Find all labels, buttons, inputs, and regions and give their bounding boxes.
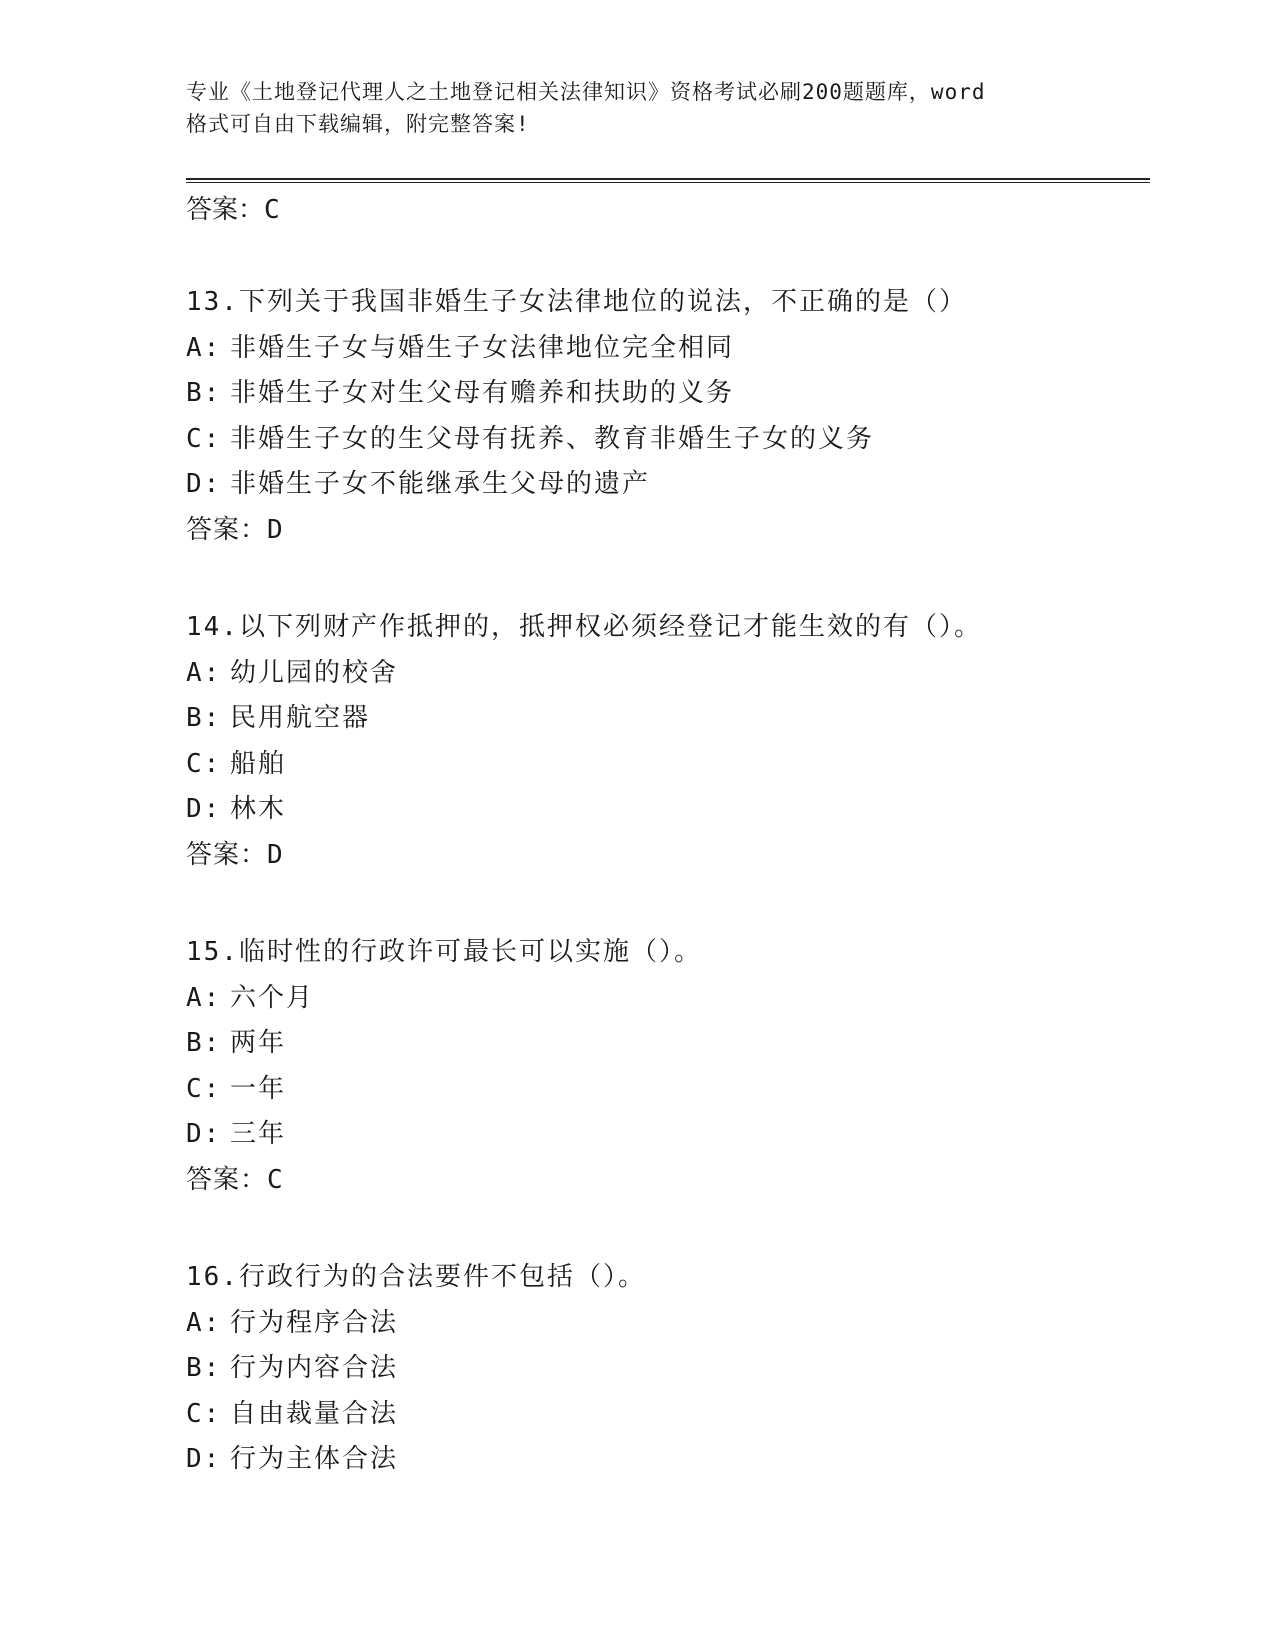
answer-option [186, 326, 1146, 372]
answer-option [186, 976, 1146, 1022]
option-text: 六个月 [230, 982, 315, 1013]
question-list [186, 280, 1146, 1535]
option-letter: B: [186, 703, 222, 733]
question-answer: 答案：C [186, 1164, 284, 1195]
option-text: 三年 [230, 1119, 287, 1149]
option-text: 非婚生子女对生父母有赡养和扶助的义务 [230, 378, 735, 408]
question-answer: 答案：D [186, 514, 284, 545]
answer-option [186, 1021, 1146, 1067]
answer-option [186, 1112, 1146, 1158]
answer-option [186, 1301, 1146, 1347]
answer-option [186, 1346, 1146, 1392]
option-letter: B: [186, 378, 222, 408]
answer-option [186, 371, 1146, 417]
option-letter: B: [186, 1353, 222, 1383]
question-title: 15.临时性的行政许可最长可以实施（）。 [186, 937, 702, 967]
header-divider [186, 178, 1150, 183]
header-line-1: 专业《土地登记代理人之土地登记相关法律知识》资格考试必刷200题题库，word [186, 80, 986, 104]
question-block [186, 1255, 1146, 1483]
answer-option [186, 417, 1146, 463]
answer-option [186, 462, 1146, 508]
option-text: 两年 [230, 1028, 287, 1058]
option-letter: A: [186, 1307, 222, 1338]
header-line-2: 格式可自由下载编辑，附完整答案! [186, 112, 530, 136]
option-letter: D: [186, 794, 222, 824]
option-text: 自由裁量合法 [230, 1398, 399, 1429]
answer-option [186, 742, 1146, 788]
option-letter: A: [186, 982, 222, 1013]
question-answer: 答案：D [186, 839, 284, 870]
answer-option [186, 651, 1146, 697]
option-letter: C: [186, 748, 222, 779]
option-letter: A: [186, 332, 222, 363]
option-letter: C: [186, 1398, 222, 1429]
answer-option [186, 1392, 1146, 1438]
option-text: 行为内容合法 [230, 1353, 399, 1383]
question-title: 16.行政行为的合法要件不包括（）。 [186, 1262, 646, 1292]
question-title: 13.下列关于我国非婚生子女法律地位的说法，不正确的是（） [186, 287, 967, 317]
option-text: 林木 [230, 794, 287, 824]
option-text: 行为程序合法 [230, 1307, 399, 1338]
question-block [186, 605, 1146, 878]
option-text: 民用航空器 [230, 703, 371, 733]
option-letter: D: [186, 469, 222, 499]
answer-option [186, 696, 1146, 742]
option-text: 行为主体合法 [230, 1444, 399, 1474]
option-text: 一年 [230, 1073, 287, 1104]
option-letter: B: [186, 1028, 222, 1058]
option-letter: A: [186, 657, 222, 688]
option-text: 非婚生子女与婚生子女法律地位完全相同 [230, 332, 735, 363]
question-block [186, 280, 1146, 553]
option-letter: D: [186, 1444, 222, 1474]
option-text: 船舶 [230, 748, 287, 779]
previous-answer: 答案：C [186, 195, 280, 225]
option-text: 非婚生子女不能继承生父母的遗产 [230, 469, 651, 499]
option-letter: C: [186, 423, 222, 454]
option-letter: C: [186, 1073, 222, 1104]
answer-option [186, 1067, 1146, 1113]
question-title: 14.以下列财产作抵押的，抵押权必须经登记才能生效的有（）。 [186, 612, 982, 642]
question-block [186, 930, 1146, 1203]
option-text: 非婚生子女的生父母有抚养、教育非婚生子女的义务 [230, 423, 875, 454]
answer-option [186, 1437, 1146, 1483]
option-text: 幼儿园的校舍 [230, 657, 399, 688]
document-header [186, 76, 1096, 140]
option-letter: D: [186, 1119, 222, 1149]
answer-option [186, 787, 1146, 833]
